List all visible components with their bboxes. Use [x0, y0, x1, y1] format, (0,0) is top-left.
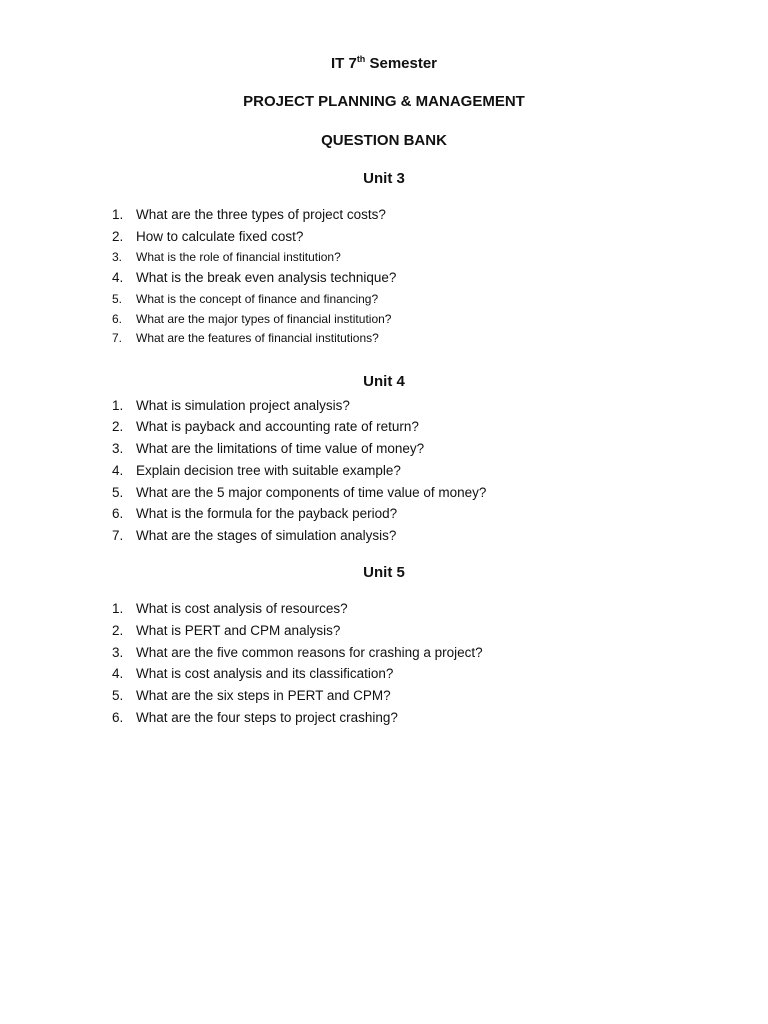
question-number: 2. — [112, 419, 124, 434]
question-number: 6. — [112, 710, 124, 725]
list-item — [0, 397, 768, 415]
list-item — [0, 527, 768, 545]
question-number: 3. — [112, 250, 123, 264]
question-text: What are the three types of project costs? — [136, 207, 386, 222]
semester-prefix: IT 7 — [330, 55, 357, 72]
question-number: 4. — [112, 463, 124, 478]
question-number: 1. — [112, 398, 124, 413]
unit-3-title: Unit 3 — [363, 170, 405, 187]
question-text: What is PERT and CPM analysis? — [136, 623, 341, 638]
question-number: 6. — [112, 506, 124, 521]
question-number: 1. — [112, 207, 124, 222]
list-item — [0, 269, 768, 287]
list-item — [0, 462, 768, 480]
question-text: What is cost analysis of resources? — [136, 601, 348, 616]
course-title: PROJECT PLANNING & MANAGEMENT — [243, 93, 525, 110]
question-number: 2. — [112, 229, 124, 244]
list-item — [0, 440, 768, 458]
list-item — [0, 310, 768, 328]
list-item — [0, 418, 768, 436]
list-item — [0, 665, 768, 683]
question-text: What are the four steps to project crashing? — [136, 710, 398, 725]
semester-heading — [0, 55, 768, 73]
question-text: What are the stages of simulation analysis? — [136, 528, 397, 543]
unit-4-title: Unit 4 — [363, 373, 405, 390]
question-number: 2. — [112, 623, 124, 638]
question-text: What are the limitations of time value of money? — [136, 441, 425, 456]
question-number: 5. — [112, 485, 124, 500]
question-text: What is the formula for the payback period? — [136, 506, 398, 521]
question-text: What are the features of financial institutions? — [136, 331, 379, 345]
list-item — [0, 644, 768, 662]
question-text: What is payback and accounting rate of return? — [136, 419, 419, 434]
question-number: 3. — [112, 645, 124, 660]
question-text: What is the break even analysis technique? — [136, 270, 397, 285]
question-number: 5. — [112, 688, 124, 703]
question-number: 7. — [112, 331, 123, 345]
list-item — [0, 290, 768, 308]
question-number: 4. — [112, 270, 124, 285]
question-text: What is the concept of finance and financing? — [136, 292, 379, 306]
semester-superscript: th — [356, 54, 366, 64]
question-text: What are the six steps in PERT and CPM? — [136, 688, 391, 703]
document-title: QUESTION BANK — [321, 132, 447, 149]
list-item — [0, 600, 768, 618]
question-text: What is simulation project analysis? — [136, 398, 350, 413]
question-text: Explain decision tree with suitable example? — [136, 463, 401, 478]
list-item — [0, 206, 768, 224]
list-item — [0, 687, 768, 705]
question-number: 3. — [112, 441, 124, 456]
question-number: 1. — [112, 601, 124, 616]
question-text: What are the five common reasons for crashing a project? — [136, 645, 483, 660]
question-number: 4. — [112, 666, 124, 681]
question-number: 7. — [112, 528, 124, 543]
question-text: What is cost analysis and its classification? — [136, 666, 394, 681]
list-item — [0, 248, 768, 266]
list-item — [0, 329, 768, 347]
question-text: What are the 5 major components of time value of money? — [136, 485, 487, 500]
semester-suffix: Semester — [365, 55, 438, 72]
question-text: How to calculate fixed cost? — [136, 229, 304, 244]
list-item — [0, 709, 768, 727]
unit-5-title: Unit 5 — [363, 564, 405, 581]
list-item — [0, 622, 768, 640]
question-number: 6. — [112, 312, 123, 326]
list-item — [0, 484, 768, 502]
question-number: 5. — [112, 292, 123, 306]
question-text: What is the role of financial institution? — [136, 250, 341, 264]
question-text: What are the major types of financial institution? — [136, 312, 392, 326]
list-item — [0, 228, 768, 246]
list-item — [0, 505, 768, 523]
